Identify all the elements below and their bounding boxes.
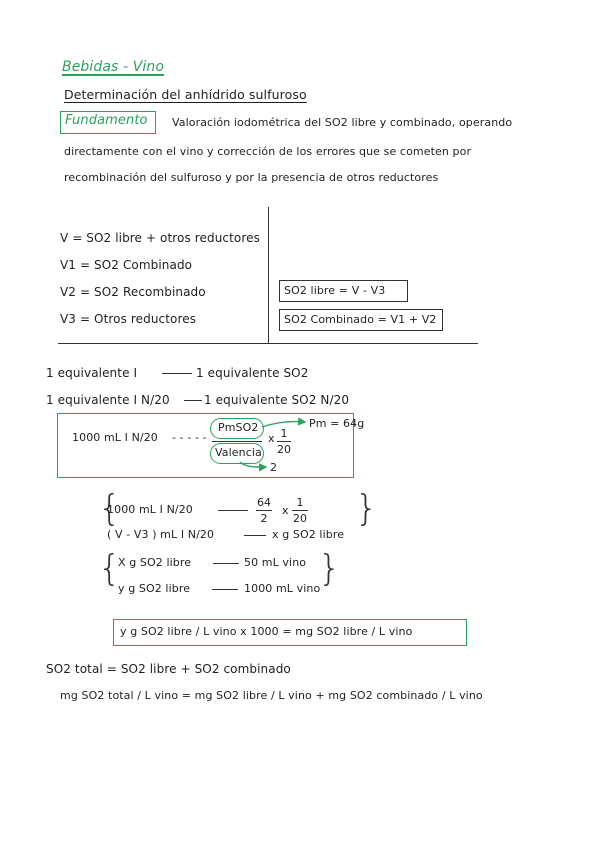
fundamento-text-line3: recombinación del sulfuroso y por la presencia de otros reductores xyxy=(64,171,439,184)
system2-left-brace: { xyxy=(98,548,122,589)
calc-frac-den: 20 xyxy=(277,443,291,456)
system1-row1-fraction xyxy=(256,496,272,525)
system2-row2-left: y g SO2 libre xyxy=(118,582,191,595)
system1-row2-dash xyxy=(244,535,266,536)
system1-row1-den: 2 xyxy=(260,512,268,525)
calc-pm: PmSO2 xyxy=(218,421,259,434)
equiv-line2-left: 1 equivalente I N/20 xyxy=(46,393,170,407)
fundamento-text-line1: Valoración iodométrica del SO2 libre y combinado, operando xyxy=(172,116,513,129)
def-v3: V3 = Otros reductores xyxy=(60,312,197,326)
calc-valencia-value: 2 xyxy=(270,461,278,474)
system1-row2-right: x g SO2 libre xyxy=(272,528,345,541)
calc-dashes: - - - - - xyxy=(172,431,207,444)
system1-right-brace: } xyxy=(355,488,379,529)
calc-frac-num: 1 xyxy=(280,427,288,440)
system2-row1-left: X g SO2 libre xyxy=(118,556,192,569)
system2-row1-right: 50 mL vino xyxy=(244,556,307,569)
fundamento-text-line2: directamente con el vino y corrección de los errores que se cometen por xyxy=(64,145,472,158)
libre-formula: SO2 libre = V - V3 xyxy=(284,284,386,297)
fundamento-label: Fundamento xyxy=(65,113,148,128)
system2-row2-right: 1000 mL vino xyxy=(244,582,321,595)
equiv-line2-right: 1 equivalente SO2 N/20 xyxy=(204,393,350,407)
calc-times: x xyxy=(268,432,275,445)
result-formula: y g SO2 libre / L vino x 1000 = mg SO2 libre / L vino xyxy=(120,625,413,638)
system1-row2-left: ( V - V3 ) mL I N/20 xyxy=(107,528,215,541)
system1-row1-frac-den: 20 xyxy=(293,512,307,525)
system1-row1-frac-num: 1 xyxy=(296,496,304,509)
calc-pm-value: Pm = 64g xyxy=(309,417,365,430)
section-subtitle: Determinación del anhídrido sulfuroso xyxy=(64,87,307,102)
system2-row1-dash xyxy=(213,563,239,564)
system1-row1-dash xyxy=(218,510,248,511)
calc-valencia: Valencia xyxy=(215,446,262,459)
total-line1: SO2 total = SO2 libre + SO2 combinado xyxy=(46,662,291,676)
def-v2: V2 = SO2 Recombinado xyxy=(60,285,206,299)
equiv-line1-right: 1 equivalente SO2 xyxy=(196,366,309,380)
system2-row2-dash xyxy=(212,589,238,590)
system1-row1-left: 1000 mL I N/20 xyxy=(107,503,193,516)
total-line2: mg SO2 total / L vino = mg SO2 libre / L vino + mg SO2 combinado / L vino xyxy=(60,689,483,702)
system1-row1-num: 64 xyxy=(257,496,271,509)
equiv-line1-left: 1 equivalente I xyxy=(46,366,138,380)
calc-left: 1000 mL I N/20 xyxy=(72,431,158,444)
system2-right-brace: } xyxy=(318,548,342,589)
system1-row1-times: x xyxy=(282,504,289,517)
page-title: Bebidas - Vino xyxy=(62,59,165,75)
system1-left-brace: { xyxy=(98,488,122,529)
def-v: V = SO2 libre + otros reductores xyxy=(60,231,260,245)
combinado-formula: SO2 Combinado = V1 + V2 xyxy=(284,313,437,326)
def-v1: V1 = SO2 Combinado xyxy=(60,258,193,272)
system1-row1-fraction2 xyxy=(292,496,308,525)
